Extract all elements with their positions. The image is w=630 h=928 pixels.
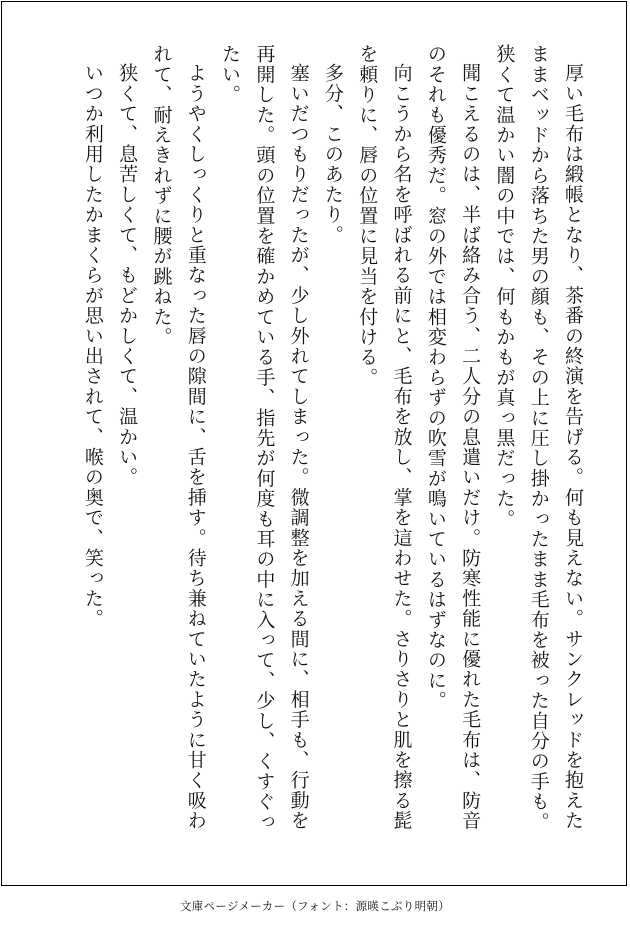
- paragraph-3: 向こうから名を呼ばれる前にと、毛布を放し、掌を這わせた。さりさりと肌を擦る髭を頼りに、唇の位置に見当を付ける。: [356, 44, 413, 831]
- paragraph-5: 塞いだつもりだったが、少し外れてしまった。微調整を加える間に、相手も、行動を再開した。頭の位置を確かめている手、指先が何度も耳の中に入って、少し、くすぐったい。: [219, 44, 310, 832]
- paragraph-6: ようやくしっくりと重なった唇の隙間に、舌を挿す。待ち兼ねていたように甘く吸われて、耐えきれずに腰が跳ねた。: [150, 44, 207, 831]
- footer-credit: 文庫ページメーカー（フォント：源暎こぶり明朝）: [179, 899, 451, 913]
- vertical-text-body: [30, 44, 590, 844]
- paragraph-4: 多分、このあたり。: [321, 63, 344, 245]
- paragraph-2: 聞こえるのは、半ば絡み合う、二人分の息遣いだけ。防寒性能に優れた毛布は、防音のそれも優秀だ。窓の外では相変わらずの吹雪が鳴いているはずなのに。: [424, 44, 482, 831]
- paragraph-1: 厚い毛布は緞帳となり、茶番の終演を告げる。何も見えない。サンクレッドを抱えたままベッドから落ちた男の顔も、その上に圧し掛かったまま毛布を被った自分の手も。狭くて温かい闇の中では、何もかもが真っ黒だった。: [493, 44, 584, 832]
- paragraph-8: いつか利用したかまくらが思い出されて、喉の奥で、笑った。: [81, 63, 104, 629]
- page-frame: [1, 1, 627, 886]
- paragraph-7: 狭くて、息苦しくて、もどかしくて、温かい。: [116, 63, 139, 488]
